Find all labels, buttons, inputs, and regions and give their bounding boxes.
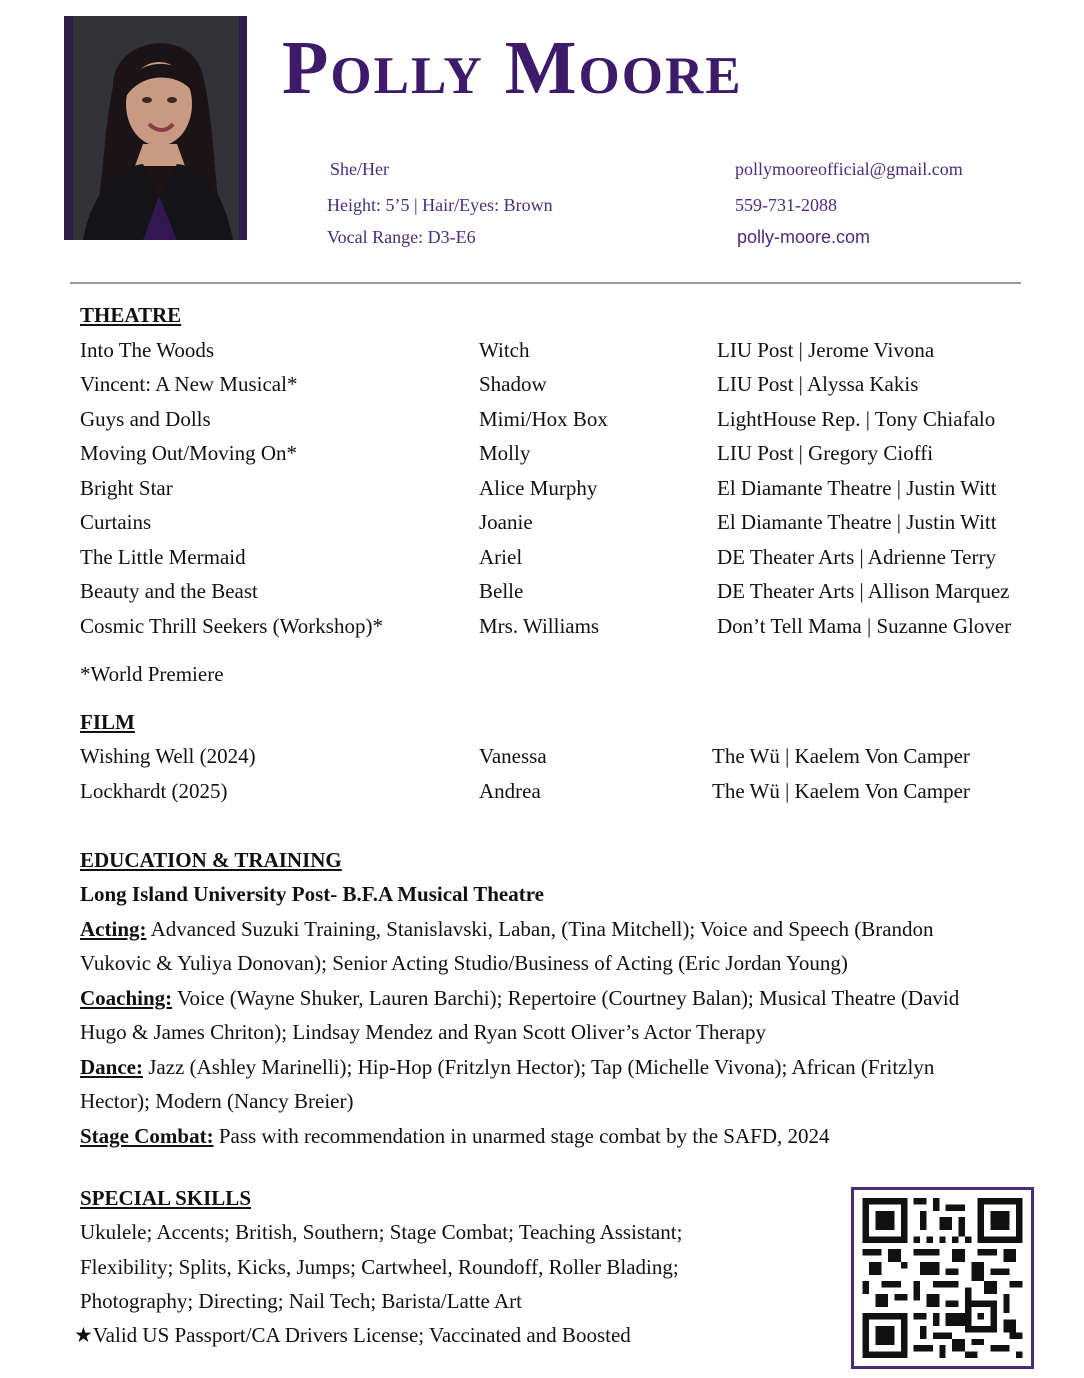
venue-director: El Diamante Theatre | Justin Witt xyxy=(717,476,997,500)
show-title: Cosmic Thrill Seekers (Workshop)* xyxy=(80,614,383,638)
acting-label: Acting: xyxy=(80,917,147,941)
height-hair-eyes: Height: 5’5 | Hair/Eyes: Brown xyxy=(327,195,553,215)
theatre-row xyxy=(0,338,1084,368)
film-row xyxy=(0,744,1084,774)
coaching-text: Voice (Wayne Shuker, Lauren Barchi); Repertoire (Courtney Balan); Musical Theatre (David xyxy=(172,986,960,1010)
film-title: Wishing Well (2024) xyxy=(80,744,256,768)
role: Belle xyxy=(479,579,524,603)
show-title: Bright Star xyxy=(80,476,173,500)
headshot-image xyxy=(73,16,239,240)
qr-code-icon xyxy=(862,1198,1023,1358)
venue-director: DE Theater Arts | Allison Marquez xyxy=(717,579,1010,603)
role: Vanessa xyxy=(479,744,547,768)
header-divider xyxy=(70,282,1021,284)
dance-text: Jazz (Ashley Marinelli); Hip-Hop (Fritzlyn Hector); Tap (Michelle Vivona); African (Fritzlyn xyxy=(142,1055,935,1079)
show-title: Curtains xyxy=(80,510,152,534)
theatre-row xyxy=(0,476,1084,506)
theatre-row xyxy=(0,407,1084,437)
dance-training xyxy=(80,1055,934,1079)
vocal-range: Vocal Range: D3-E6 xyxy=(327,227,476,247)
stage-combat-text: Pass with recommendation in unarmed stage combat by the SAFD, 2024 xyxy=(213,1124,830,1148)
pronouns: She/Her xyxy=(330,159,389,179)
candidate-name: Polly Moore xyxy=(282,26,743,110)
email-link[interactable]: pollymooreofficial@gmail.com xyxy=(735,159,963,179)
role: Alice Murphy xyxy=(479,476,598,500)
acting-training xyxy=(80,917,934,941)
film-heading: FILM xyxy=(80,710,135,734)
coaching-training xyxy=(80,986,959,1010)
show-title: The Little Mermaid xyxy=(80,545,246,569)
acting-training-continued: Vukovic & Yuliya Donovan); Senior Acting Studio/Business of Acting (Eric Jordan Young) xyxy=(80,951,848,975)
venue-director: El Diamante Theatre | Justin Witt xyxy=(717,510,997,534)
coaching-label: Coaching: xyxy=(80,986,173,1010)
skills-line-passport: ★Valid US Passport/CA Drivers License; Vaccinated and Boosted xyxy=(74,1323,631,1347)
role: Andrea xyxy=(479,779,541,803)
show-title: Beauty and the Beast xyxy=(80,579,258,603)
film-title: Lockhardt (2025) xyxy=(80,779,228,803)
role: Mimi/Hox Box xyxy=(479,407,608,431)
venue-director: LIU Post | Jerome Vivona xyxy=(717,338,935,362)
role: Molly xyxy=(479,441,531,465)
theatre-row xyxy=(0,545,1084,575)
show-title: Vincent: A New Musical* xyxy=(80,372,298,396)
venue-director: LIU Post | Gregory Cioffi xyxy=(717,441,934,465)
stage-combat-label: Stage Combat: xyxy=(80,1124,214,1148)
theatre-row xyxy=(0,579,1084,609)
role: Mrs. Williams xyxy=(479,614,600,638)
role: Ariel xyxy=(479,545,523,569)
film-row xyxy=(0,779,1084,809)
theatre-row xyxy=(0,372,1084,402)
skills-line: Ukulele; Accents; British, Southern; Stage Combat; Teaching Assistant; xyxy=(80,1220,683,1244)
dance-training-continued: Hector); Modern (Nancy Breier) xyxy=(80,1089,354,1113)
qr-code[interactable] xyxy=(851,1187,1034,1369)
skills-line: Photography; Directing; Nail Tech; Barista/Latte Art xyxy=(80,1289,522,1313)
role: Shadow xyxy=(479,372,547,396)
venue-director: DE Theater Arts | Adrienne Terry xyxy=(717,545,996,569)
school-degree: Long Island University Post- B.F.A Musical Theatre xyxy=(80,882,544,906)
role: Joanie xyxy=(479,510,533,534)
acting-text: Advanced Suzuki Training, Stanislavski, Laban, (Tina Mitchell); Voice and Speech (Brandon xyxy=(146,917,934,941)
company-director: The Wü | Kaelem Von Camper xyxy=(712,779,970,803)
education-heading: EDUCATION & TRAINING xyxy=(80,848,342,872)
venue-director: LIU Post | Alyssa Kakis xyxy=(717,372,919,396)
phone-number: 559-731-2088 xyxy=(735,195,837,215)
world-premiere-footnote: *World Premiere xyxy=(80,662,224,686)
theatre-row xyxy=(0,510,1084,540)
theatre-heading: THEATRE xyxy=(80,303,182,327)
venue-director: LightHouse Rep. | Tony Chiafalo xyxy=(717,407,996,431)
show-title: Moving Out/Moving On* xyxy=(80,441,298,465)
special-skills-heading: SPECIAL SKILLS xyxy=(80,1186,251,1210)
website-link[interactable]: polly-moore.com xyxy=(737,227,871,247)
venue-director: Don’t Tell Mama | Suzanne Glover xyxy=(717,614,1012,638)
role: Witch xyxy=(479,338,530,362)
dance-label: Dance: xyxy=(80,1055,143,1079)
headshot-photo xyxy=(64,16,247,240)
theatre-row xyxy=(0,614,1084,644)
show-title: Into The Woods xyxy=(80,338,215,362)
theatre-row xyxy=(0,441,1084,471)
stage-combat-training xyxy=(80,1124,829,1148)
coaching-training-continued: Hugo & James Chriton); Lindsay Mendez and Ryan Scott Oliver’s Actor Therapy xyxy=(80,1020,767,1044)
show-title: Guys and Dolls xyxy=(80,407,211,431)
skills-line: Flexibility; Splits, Kicks, Jumps; Cartwheel, Roundoff, Roller Blading; xyxy=(80,1255,679,1279)
company-director: The Wü | Kaelem Von Camper xyxy=(712,744,970,768)
